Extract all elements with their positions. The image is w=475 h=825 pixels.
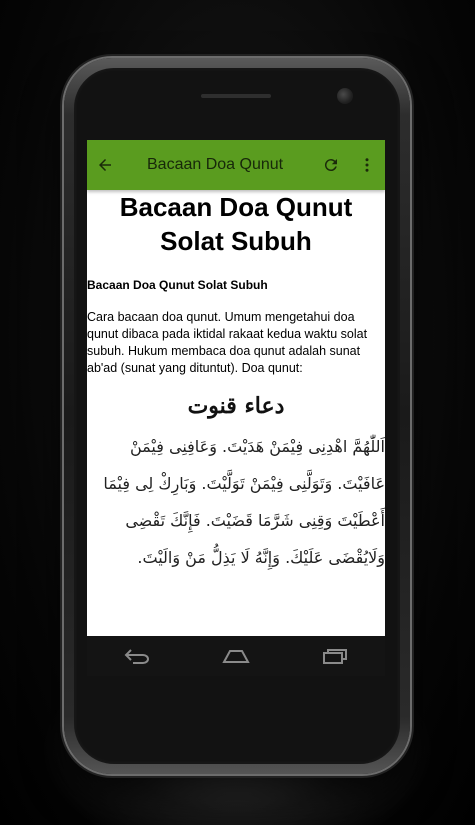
page-title-line-2: Solat Subuh bbox=[160, 226, 312, 256]
nav-back-icon[interactable] bbox=[117, 641, 157, 671]
arrow-left-icon[interactable] bbox=[87, 140, 123, 190]
doa-line: اَللّٰهُمَّ اهْدِنِى فِيْمَنْ هَدَيْتَ. وَعَافِنِى فِيْمَنْ bbox=[130, 437, 385, 456]
app-bar bbox=[87, 140, 385, 190]
article-content bbox=[87, 190, 385, 636]
earpiece bbox=[201, 94, 271, 98]
doa-line: أَعْطَيْتَ وَقِنِى شَرَّمَا قَضَيْتَ. فَإِنَّكَ تَقْضِى bbox=[125, 511, 385, 530]
doa-image-title: دعاء قنوت bbox=[187, 393, 285, 419]
doa-line: عَافَيْتَ. وَتَوَلَّنِى فِيْمَنْ تَوَلَّيْتَ. وَبَارِكْ لِى فِيْمَا bbox=[103, 474, 385, 493]
more-vert-icon[interactable] bbox=[349, 140, 385, 190]
page-title bbox=[87, 190, 385, 258]
doa-line: وَلَايُقْضَى عَلَيْكَ. وَإِنَّهُ لَا يَذِلُّ مَنْ وَالَيْتَ. bbox=[137, 548, 385, 567]
nav-home-icon[interactable] bbox=[216, 641, 256, 671]
front-camera bbox=[337, 88, 353, 104]
nav-recents-icon[interactable] bbox=[315, 641, 355, 671]
app-screen bbox=[87, 140, 385, 636]
article-subheading: Bacaan Doa Qunut Solat Subuh bbox=[87, 278, 268, 292]
app-bar-title: Bacaan Doa Qunut bbox=[147, 156, 284, 173]
article-paragraph: Cara bacaan doa qunut. Umum mengetahui doa qunut dibaca pada iktidal rakaat kedua waktu solat subuh. Hukum membaca doa qunut adalah sunat ab'ad (sunat yang dituntut). Doa qunut: bbox=[87, 310, 368, 375]
page-title-line-1: Bacaan Doa Qunut bbox=[119, 192, 353, 222]
doa-qunut-image bbox=[87, 385, 385, 625]
system-nav-bar bbox=[87, 636, 385, 676]
refresh-icon[interactable] bbox=[313, 140, 349, 190]
